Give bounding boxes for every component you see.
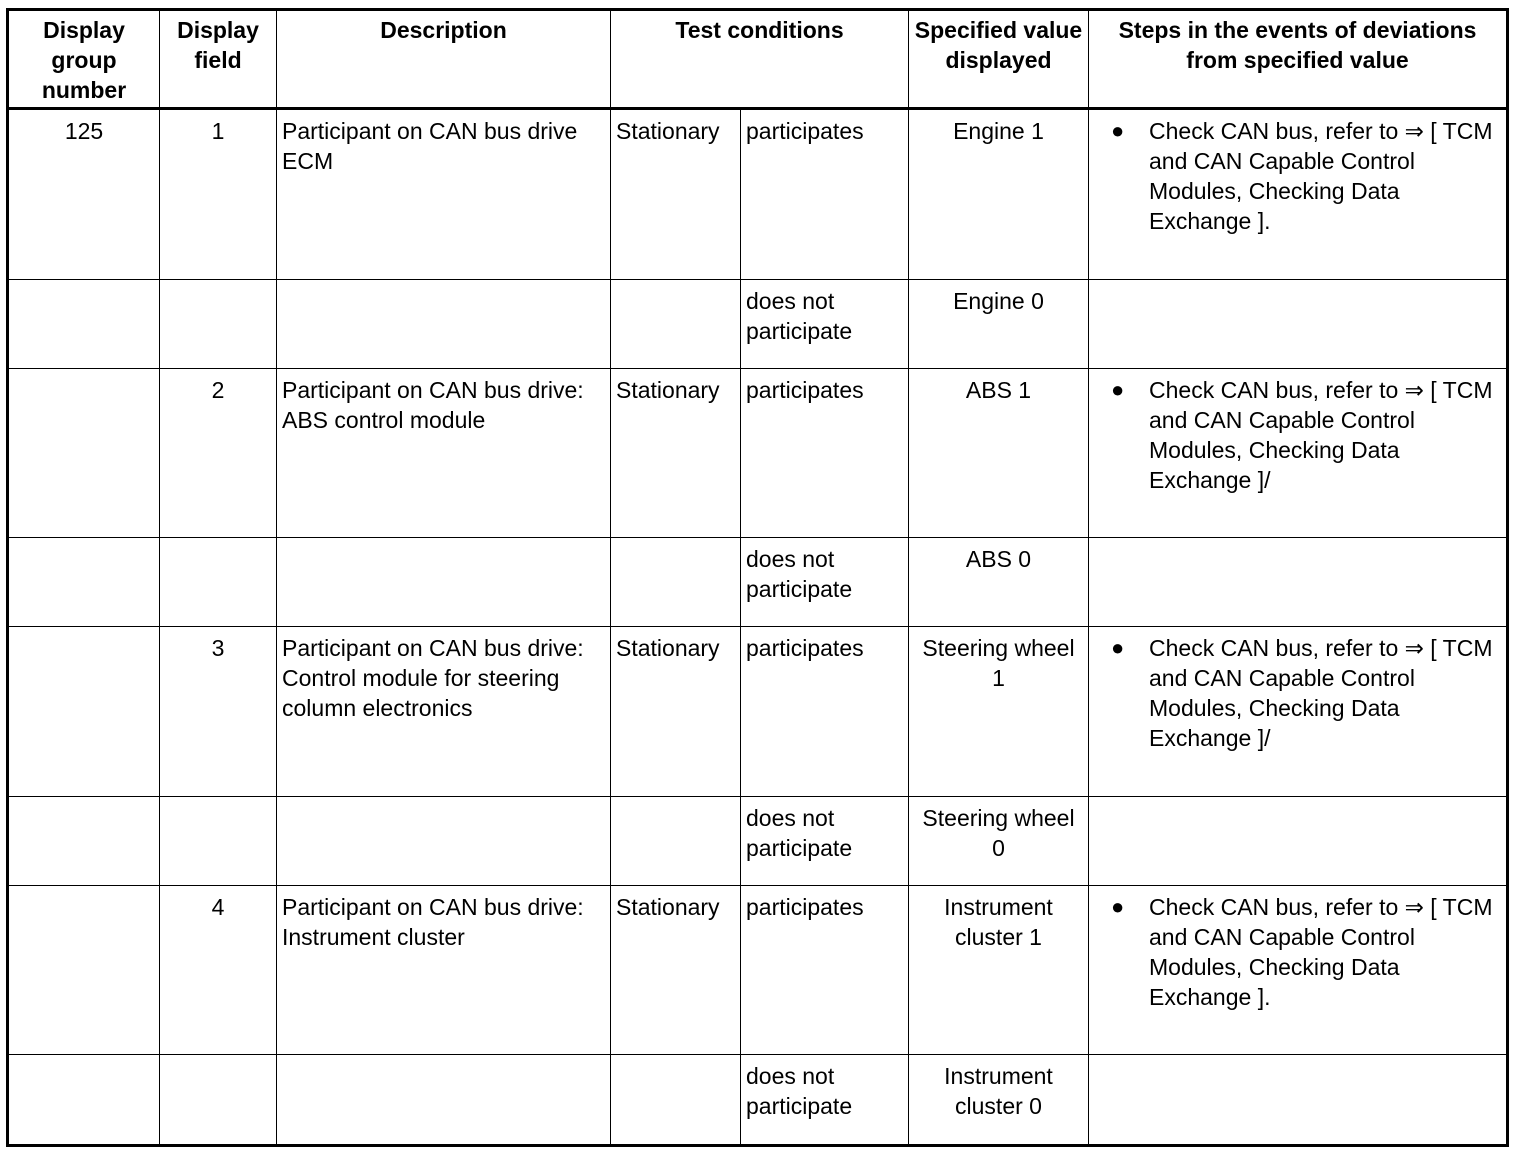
- cell-description: [277, 1055, 611, 1146]
- cell-specified-value: Steering wheel 1: [909, 627, 1089, 796]
- table-row: [8, 279, 1508, 368]
- bullet-icon: ●: [1111, 118, 1125, 143]
- cell-description: [277, 279, 611, 368]
- cell-deviation-step: [1089, 109, 1508, 280]
- bullet-icon: ●: [1111, 635, 1125, 661]
- bullet-icon: ●: [1111, 894, 1125, 920]
- cell-condition-participation: participates: [741, 627, 909, 796]
- cell-deviation-step: [1089, 1055, 1508, 1146]
- cell-display-field: 2: [160, 368, 277, 537]
- table-header: [8, 10, 1508, 109]
- cell-condition-state: Stationary: [611, 627, 741, 796]
- table-row: [8, 368, 1508, 537]
- table-row: [8, 627, 1508, 796]
- cell-condition-state: Stationary: [611, 368, 741, 537]
- cell-specified-value: ABS 0: [909, 538, 1089, 627]
- cell-specified-value: Engine 0: [909, 279, 1089, 368]
- cell-display-field: [160, 1055, 277, 1146]
- cell-specified-value: Instrument cluster 1: [909, 886, 1089, 1055]
- step-item: [1094, 892, 1501, 1012]
- cell-description: Participant on CAN bus drive: ABS control module: [277, 368, 611, 537]
- cell-deviation-step: [1089, 279, 1508, 368]
- cell-description: Participant on CAN bus drive: Control module for steering column electronics: [277, 627, 611, 796]
- cell-condition-participation: does not participate: [741, 796, 909, 885]
- cell-condition-participation: does not participate: [741, 1055, 909, 1146]
- step-item: [1094, 116, 1501, 236]
- step-text: Check CAN bus, refer to ⇒ [ TCM and CAN Capable Control Modules, Checking Data Exchange ]/: [1149, 376, 1493, 493]
- cell-specified-value: Steering wheel 0: [909, 796, 1089, 885]
- cell-specified-value: Instrument cluster 0: [909, 1055, 1089, 1146]
- step-text: Check CAN bus, refer to ⇒ [ TCM and CAN Capable Control Modules, Checking Data Exchange ].: [1149, 118, 1493, 234]
- table-row: [8, 886, 1508, 1055]
- cell-display-group: [8, 279, 160, 368]
- cell-deviation-step: [1089, 627, 1508, 796]
- cell-deviation-step: [1089, 886, 1508, 1055]
- header-display-field: Display field: [160, 10, 277, 109]
- cell-condition-state: [611, 1055, 741, 1146]
- cell-condition-participation: does not participate: [741, 538, 909, 627]
- cell-display-group: [8, 1055, 160, 1146]
- cell-display-field: [160, 796, 277, 885]
- cell-condition-state: [611, 796, 741, 885]
- cell-description: Participant on CAN bus drive: Instrument cluster: [277, 886, 611, 1055]
- cell-description: [277, 538, 611, 627]
- cell-condition-participation: participates: [741, 886, 909, 1055]
- header-steps-on-deviation: Steps in the events of deviations from specified value: [1089, 10, 1508, 109]
- cell-condition-participation: does not participate: [741, 279, 909, 368]
- table-row: [8, 1055, 1508, 1146]
- cell-condition-state: Stationary: [611, 886, 741, 1055]
- cell-deviation-step: [1089, 368, 1508, 537]
- cell-description: Participant on CAN bus drive ECM: [277, 109, 611, 280]
- header-test-conditions: Test conditions: [611, 10, 909, 109]
- cell-display-group: [8, 368, 160, 537]
- cell-display-field: 3: [160, 627, 277, 796]
- header-display-group-number: Display group number: [8, 10, 160, 109]
- cell-condition-state: [611, 279, 741, 368]
- cell-display-group: [8, 886, 160, 1055]
- table-row: [8, 796, 1508, 885]
- cell-condition-state: [611, 538, 741, 627]
- table-row: [8, 109, 1508, 280]
- cell-condition-participation: participates: [741, 109, 909, 280]
- cell-display-field: 4: [160, 886, 277, 1055]
- header-specified-value: Specified value displayed: [909, 10, 1089, 109]
- cell-deviation-step: [1089, 796, 1508, 885]
- step-item: [1094, 633, 1501, 753]
- cell-display-field: 1: [160, 109, 277, 280]
- cell-specified-value: Engine 1: [909, 109, 1089, 280]
- cell-display-group: 125: [8, 109, 160, 280]
- cell-display-group: [8, 538, 160, 627]
- cell-condition-participation: participates: [741, 368, 909, 537]
- header-description: Description: [277, 10, 611, 109]
- table-body: [8, 109, 1508, 1146]
- cell-condition-state: Stationary: [611, 109, 741, 280]
- cell-display-field: [160, 279, 277, 368]
- step-text: Check CAN bus, refer to ⇒ [ TCM and CAN Capable Control Modules, Checking Data Exchange ].: [1149, 894, 1493, 1011]
- cell-display-group: [8, 796, 160, 885]
- table-row: [8, 538, 1508, 627]
- bullet-icon: ●: [1111, 376, 1125, 402]
- display-group-table: [6, 8, 1509, 1147]
- step-text: Check CAN bus, refer to ⇒ [ TCM and CAN Capable Control Modules, Checking Data Exchange ]/: [1149, 635, 1493, 752]
- cell-display-group: [8, 627, 160, 796]
- cell-description: [277, 796, 611, 885]
- cell-deviation-step: [1089, 538, 1508, 627]
- cell-specified-value: ABS 1: [909, 368, 1089, 537]
- cell-display-field: [160, 538, 277, 627]
- step-item: [1094, 375, 1501, 495]
